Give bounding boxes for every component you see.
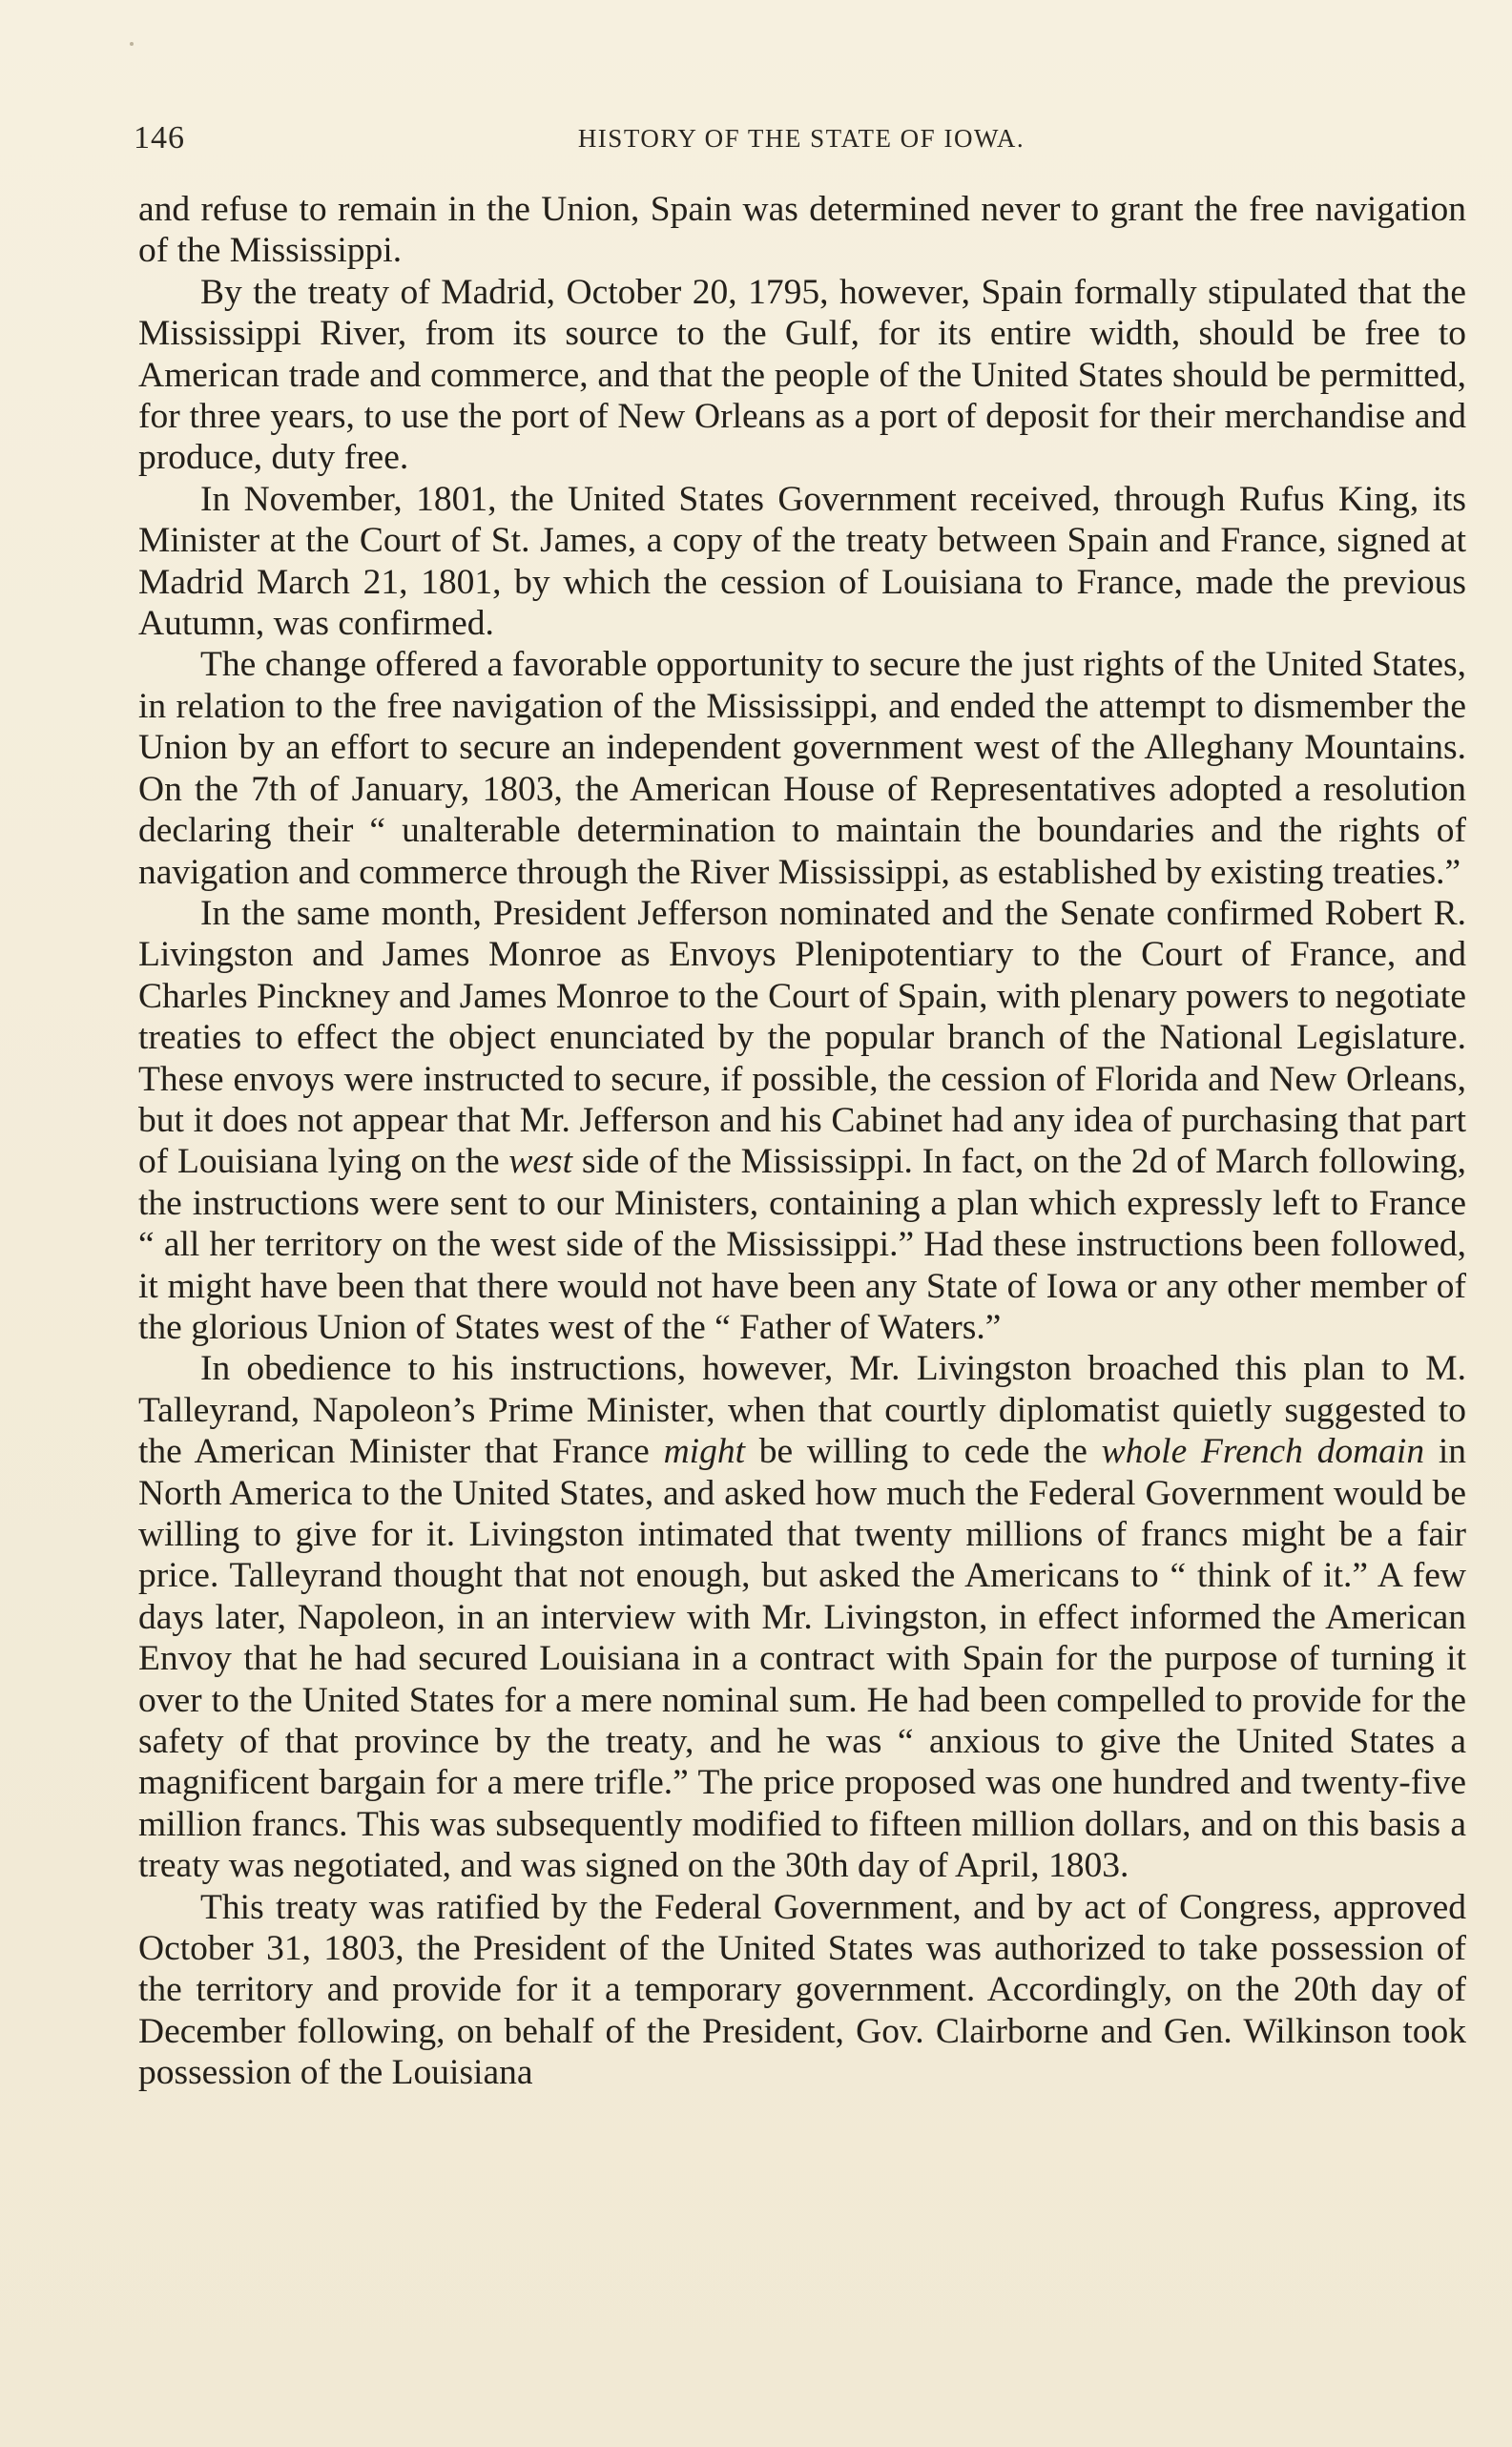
- running-title: HISTORY OF THE STATE OF IOWA.: [577, 124, 1025, 153]
- page-number: 146: [134, 120, 185, 156]
- paragraph-6-text-b: be willing to cede the: [744, 1432, 1102, 1472]
- paragraph-4-text: The change offered a favorable opportunity to secure the just rights of the United States, in relation to the free navigation of the Mississippi, and ended the attempt to dismember the Union by an effort to secure an independent government west of the Alleghany Mountains. On the 7th of January, 1803, the American House of Representatives adopted a resolution declaring their “ unalterable determination to maintain the boundaries and the rights of navigation and commerce through the River Mississippi, as established by existing treaties.”: [138, 645, 1466, 892]
- paragraph-5: [138, 893, 1466, 1348]
- body-text: [138, 189, 1466, 2094]
- paragraph-6: [138, 1348, 1466, 1886]
- paragraph-1: [138, 189, 1466, 272]
- paragraph-5-text-b: side of the Mississippi. In fact, on the 2d of March following, the instructions were sent to our Ministers, containing a plan which expressly left to France “ all her territory on the west side of the Mississippi.” Had these instructions been followed, it might have been that there would not have been any State of Iowa or any other member of the glorious Union of States west of the “ Father of Waters.”: [138, 1142, 1467, 1347]
- paragraph-6-text-a: In obedience to his instructions, however, Mr. Livingston broached this plan to M. Talleyrand, Napoleon’s Prime Minister, when that courtly diplomatist quietly suggested to the American Minister that France: [138, 1349, 1466, 1472]
- paragraph-4: [138, 644, 1466, 892]
- paragraph-3: [138, 479, 1466, 645]
- paragraph-7: [138, 1887, 1466, 2094]
- paragraph-2: [138, 272, 1466, 479]
- paragraph-6-italic-domain: whole French domain: [1101, 1432, 1425, 1472]
- paragraph-5-text-a: In the same month, President Jefferson nominated and the Senate confirmed Robert R. Livingston and James Monroe as Envoys Plenipotentiary to the Court of France, and Charles Pinckney and James Monroe to the Court of Spain, with plenary powers to negotiate treaties to effect the object enunciated by the popular branch of the National Legislature. These envoys were instructed to secure, if possible, the cession of Florida and New Orleans, but it does not appear that Mr. Jefferson and his Cabinet had any idea of purchasing that part of Louisiana lying on the: [138, 893, 1466, 1182]
- paragraph-6-italic-might: might: [663, 1432, 745, 1472]
- paragraph-5-italic-west: west: [508, 1142, 573, 1182]
- paragraph-6-text-c: in North America to the United States, and asked how much the Federal Government would be willing to give for it. Livingston intimated that twenty millions of francs might be a fair price. Talleyrand thought that not enough, but asked the Americans to “ think of it.” A few days later, Napoleon, in an interview with Mr. Livingston, in effect informed the American Envoy that he had secured Louisiana in a contract with Spain for the purpose of turning it over to the United States for a mere nominal sum. He had been compelled to provide for the safety of that province by the treaty, and he was “ anxious to give the United States a magnificent bargain for a mere trifle.” The price proposed was one hundred and twenty-five million francs. This was subsequently modified to fifteen million dollars, and on this basis a treaty was negotiated, and was signed on the 30th day of April, 1803.: [138, 1432, 1467, 1886]
- page-header: [134, 120, 1469, 158]
- paragraph-2-text: By the treaty of Madrid, October 20, 1795, however, Spain formally stipulated that the Mississippi River, from its source to the Gulf, for its entire width, should be free to American trade and commerce, and that the people of the United States should be permitted, for three years, to use the port of New Orleans as a port of deposit for their merchandise and produce, duty free.: [138, 272, 1466, 478]
- paper-speck: [130, 42, 134, 46]
- paragraph-3-text: In November, 1801, the United States Government received, through Rufus King, its Minister at the Court of St. James, a copy of the treaty between Spain and France, signed at Madrid March 21, 1801, by which the cession of Louisiana to France, made the previous Autumn, was confirmed.: [138, 479, 1466, 644]
- paragraph-7-text: This treaty was ratified by the Federal Government, and by act of Congress, approved October 31, 1803, the President of the United States was authorized to take possession of the territory and provide for it a temporary government. Accordingly, on the 20th day of December following, on behalf of the President, Gov. Clairborne and Gen. Wilkinson took possession of the Louisiana: [138, 1887, 1466, 2093]
- paragraph-1-text: and refuse to remain in the Union, Spain was determined never to grant the free navigation of the Mississippi.: [138, 190, 1466, 271]
